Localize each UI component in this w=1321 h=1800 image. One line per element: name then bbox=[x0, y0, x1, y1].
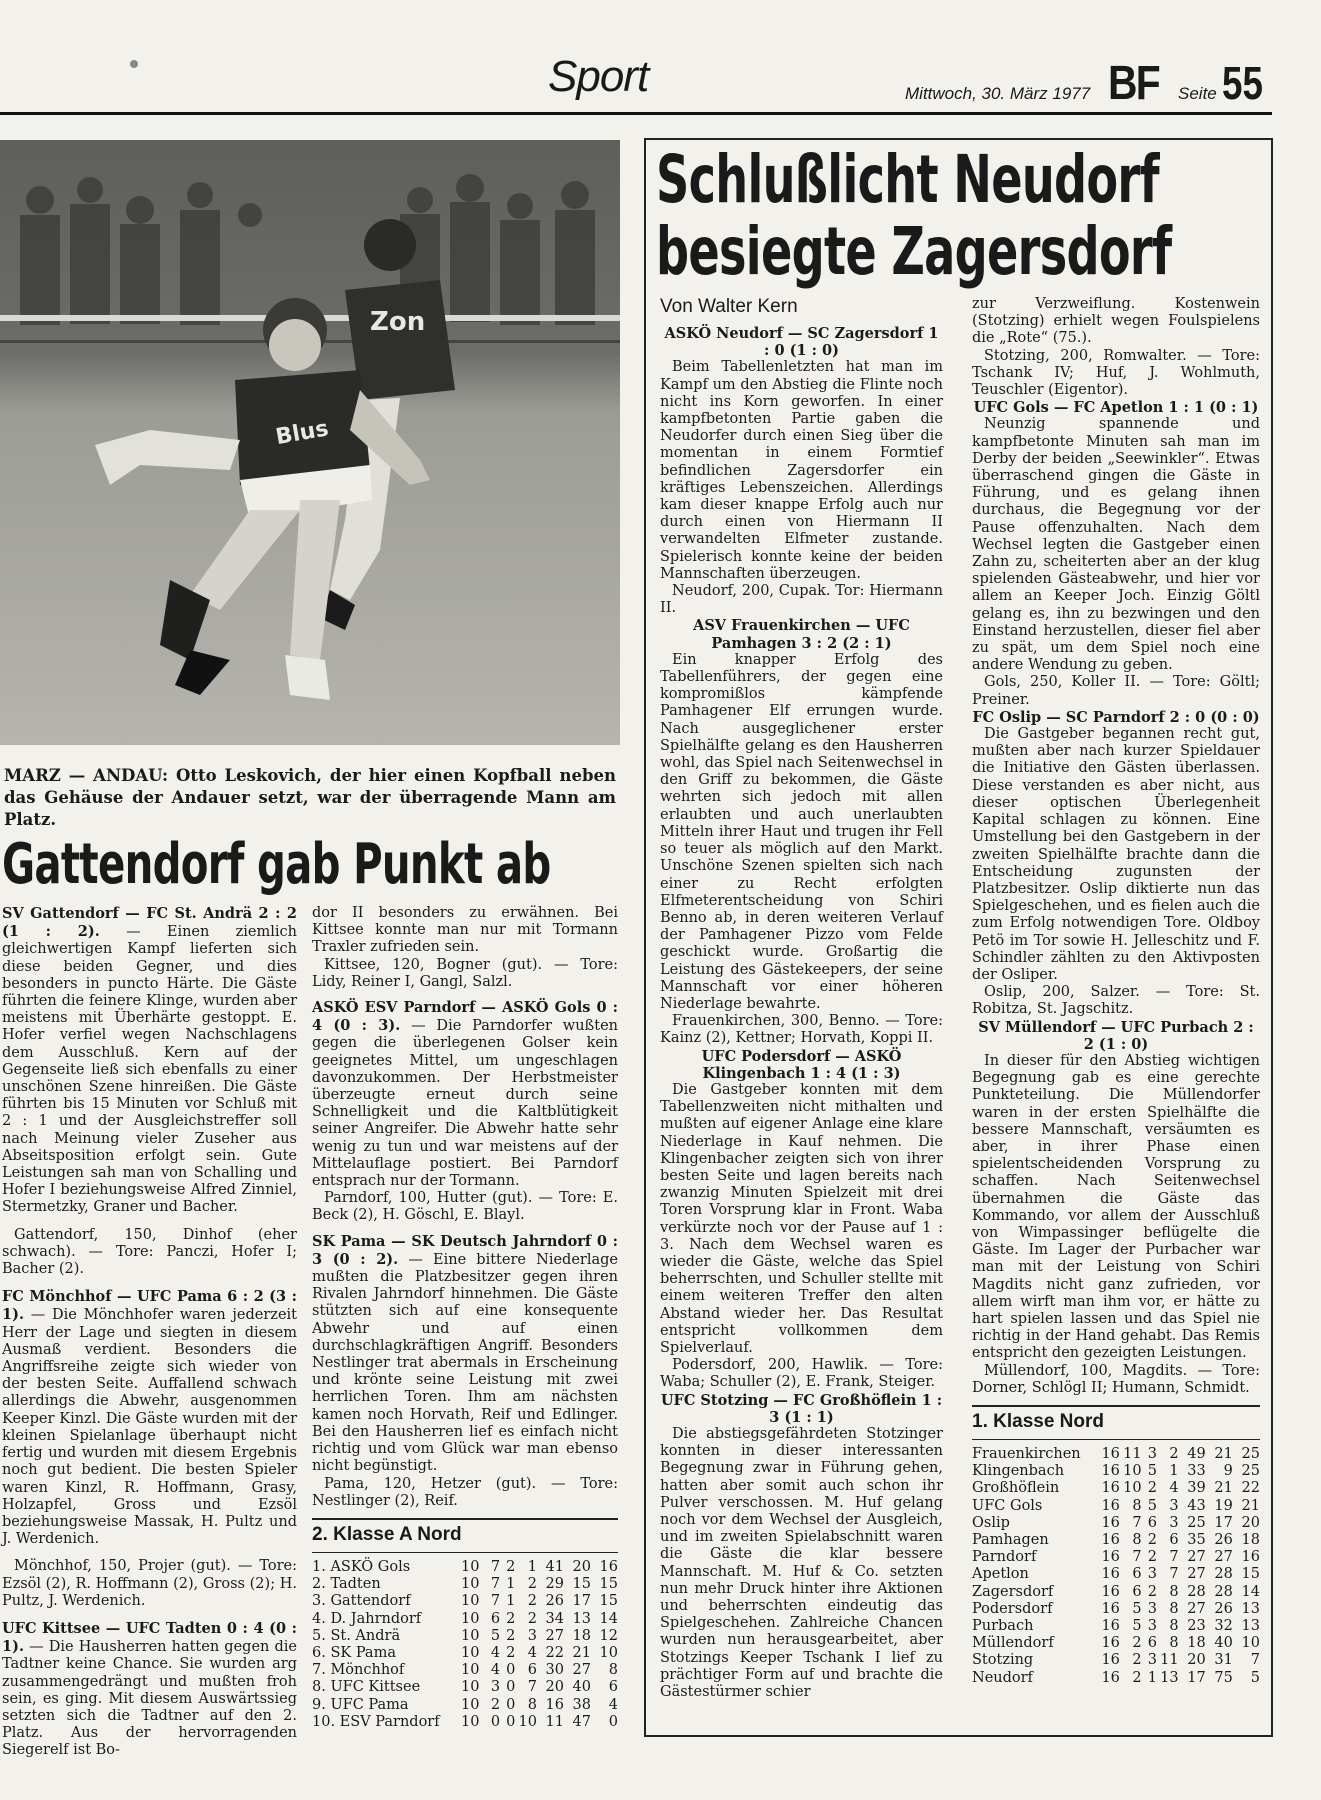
stat-cell: 17 bbox=[1214, 1514, 1233, 1531]
stat-cell: 0 bbox=[506, 1662, 516, 1679]
stat-cell: 27 bbox=[572, 1662, 591, 1679]
paragraph: Neunzig spannende und kampfbetonte Minuten sah man im Derby der beiden „Seewinkler“. Etwas überraschend gingen die Gäste in Führung, und es gelang ihnen durchaus, die Begegnung vor der Pause offenzuhalten. Nach dem Wechsel legten die Gastgeber einen Zahn zu, scheiterten aber an der klug spielenden Gästeabwehr, und hier vor allem an Keeper Joch. Einzig Göltl gelang es, ihn zu bezwingen und den Einstand herzustellen, dieser fiel aber zu spät, um dem Spiel noch eine andere Wendung zu geben. bbox=[972, 416, 1260, 674]
stat-cell: 10 bbox=[461, 1593, 480, 1610]
team-name-cell: 10. ESV Parndorf bbox=[312, 1713, 440, 1730]
stat-cell: 16 bbox=[1101, 1446, 1120, 1462]
standings-table-a-nord bbox=[312, 1559, 618, 1731]
stat-cell: 2 bbox=[490, 1696, 501, 1713]
stat-cell: 31 bbox=[1214, 1652, 1233, 1669]
stat-cell: 30 bbox=[545, 1662, 564, 1679]
stat-cell: 6 bbox=[527, 1662, 537, 1679]
stat-cell: 2 bbox=[506, 1627, 516, 1644]
stat-cell: 16 bbox=[1101, 1566, 1120, 1583]
stat-cell: 16 bbox=[1101, 1600, 1120, 1617]
stat-cell: 20 bbox=[1187, 1652, 1206, 1669]
stat-cell: 8 bbox=[1169, 1600, 1179, 1617]
match-heading: ASKÖ Neudorf — SC Zagersdorf 1 : 0 (1 : 0) bbox=[664, 325, 939, 360]
stat-cell: 6 bbox=[1132, 1583, 1142, 1600]
right-article-column-1 bbox=[660, 325, 943, 1701]
left-article-column-1 bbox=[2, 905, 297, 1760]
stat-cell: 17 bbox=[572, 1593, 591, 1610]
team-name-cell: Podersdorf bbox=[972, 1600, 1053, 1617]
team-name-cell: Oslip bbox=[972, 1514, 1010, 1531]
stat-cell: 15 bbox=[599, 1576, 618, 1593]
table-row bbox=[312, 1576, 618, 1593]
table-row bbox=[972, 1532, 1260, 1549]
paragraph: Die abstiegsgefährdeten Stotzinger konnten in dieser interessanten Begegnung zwar in Führung gehen, hatten aber somit auch schon ihr Pulver verschossen. M. Huf gelang noch vor dem Wechsel der Ausgleich, und im zweiten Spielabschnitt waren die Gäste die klar bessere Mannschaft. M. Huf & Co. setzten nun mehr Druck hinter ihre Aktionen und beherrschten eindeutig das Spielgeschehen. Zahlreiche Chancen wurden nun herausgearbeitet, aber Stotzings Keeper Tschank I lief zu prächtiger Form auf und brachte die Gästestürmer schier bbox=[660, 1426, 943, 1701]
team-name-cell: Stotzing bbox=[972, 1652, 1034, 1669]
match-heading: UFC Gols — FC Apetlon 1 : 1 (0 : 1) bbox=[973, 399, 1259, 417]
stat-cell: 10 bbox=[599, 1644, 618, 1661]
stat-cell: 7 bbox=[490, 1576, 501, 1593]
stat-cell: 16 bbox=[599, 1558, 618, 1575]
issue-date: Mittwoch, 30. März 1977 bbox=[905, 84, 1091, 103]
page-label: Seite bbox=[1178, 84, 1217, 103]
stat-cell: 27 bbox=[1187, 1600, 1206, 1617]
stat-cell: 38 bbox=[572, 1696, 591, 1713]
paragraph: Gattendorf, 150, Dinhof (eher schwach). — Tore: Panczi, Hofer I; Bacher (2). bbox=[2, 1226, 297, 1278]
stat-cell: 20 bbox=[572, 1558, 591, 1575]
stat-cell: 19 bbox=[1214, 1497, 1233, 1514]
team-name-cell: 1. ASKÖ Gols bbox=[312, 1558, 411, 1575]
stat-cell: 3 bbox=[1147, 1618, 1157, 1635]
stat-cell: 7 bbox=[1132, 1514, 1142, 1531]
stat-cell: 27 bbox=[1214, 1549, 1233, 1566]
stat-cell: 5 bbox=[1132, 1600, 1142, 1617]
stat-cell: 5 bbox=[1147, 1497, 1157, 1514]
stat-cell: 4 bbox=[527, 1644, 537, 1661]
paragraph: Die Gastgeber begannen recht gut, mußten aber nach kurzer Spieldauer die Initiative den Gästen überlassen. Diese verstanden es aber nicht, aus dieser optischen Überlegenheit Kapital schlagen zu können. Eine Umstellung bei den Gastgebern in der zweiten Spielhälfte brachte dann die Entscheidung zugunsten der Platzbesitzer. Oslip diktierte nun das Spielgeschehen, und es fielen auch die zum Erfolg notwendigen Tore. Oldboy Petö im Tor sowie H. Jelleschitz und F. Schindler zählten zu den Aktivposten der Osliper. bbox=[972, 726, 1260, 983]
stat-cell: 75 bbox=[1214, 1669, 1233, 1686]
right-article-column-2 bbox=[972, 296, 1260, 1687]
stat-cell: 3 bbox=[1147, 1600, 1157, 1617]
paragraph: Pama, 120, Hetzer (gut). — Tore: Nestlinger (2), Reif. bbox=[312, 1475, 618, 1509]
stat-cell: 16 bbox=[1101, 1514, 1120, 1531]
table-row bbox=[312, 1559, 618, 1576]
stat-cell: 5 bbox=[1132, 1618, 1142, 1635]
stat-cell: 4 bbox=[490, 1662, 501, 1679]
match-heading: UFC Stotzing — FC Großhöflein 1 : 3 (1 : 1) bbox=[660, 1391, 943, 1426]
team-name-cell: 9. UFC Pama bbox=[312, 1696, 409, 1713]
stat-cell: 10 bbox=[1241, 1635, 1260, 1652]
stat-cell: 23 bbox=[1187, 1618, 1206, 1635]
paragraph: Stotzing, 200, Romwalter. — Tore: Tschank IV; Huf, J. Wohlmuth, Teuschler (Eigentor). bbox=[972, 347, 1260, 399]
paragraph: ASKÖ ESV Parndorf — ASKÖ Gols 0 : 4 (0 : 3). — Die Parndorfer wußten gegen die überlegenen Golser kein geeignetes Mittel, um ungeschlagen davonzukommen. Der Herbstmeister überzeugte erneut durch seine Schnelligkeit und die Kaltblütigkeit seiner Angreifer. Die Abwehr hatte sehr wenig zu tun und war meistens auf der Mittelauflage postiert. Bei Parndorf entsprach nur der Tormann. bbox=[312, 999, 618, 1190]
stat-cell: 13 bbox=[1241, 1618, 1260, 1635]
stat-cell: 16 bbox=[1101, 1669, 1120, 1686]
stat-cell: 4 bbox=[1169, 1480, 1179, 1497]
team-name-cell: Neudorf bbox=[972, 1669, 1033, 1686]
table-row bbox=[972, 1618, 1260, 1635]
table-row bbox=[972, 1480, 1260, 1497]
team-name-cell: Großhöflein bbox=[972, 1480, 1060, 1497]
stat-cell: 25 bbox=[1241, 1463, 1260, 1480]
paragraph: dor II besonders zu erwähnen. Bei Kittsee konnte man nur mit Tormann Traxler zufrieden sein. bbox=[312, 905, 618, 956]
stat-cell: 8 bbox=[608, 1662, 618, 1679]
table-row bbox=[312, 1697, 618, 1714]
table-row bbox=[312, 1679, 618, 1696]
stat-cell: 43 bbox=[1187, 1497, 1206, 1514]
stat-cell: 16 bbox=[1101, 1463, 1120, 1480]
table-rule bbox=[972, 1405, 1260, 1407]
stat-cell: 7 bbox=[1169, 1549, 1179, 1566]
stat-cell: 16 bbox=[1101, 1532, 1120, 1549]
stat-cell: 40 bbox=[1214, 1635, 1233, 1652]
stat-cell: 41 bbox=[545, 1558, 564, 1575]
stat-cell: 13 bbox=[1241, 1600, 1260, 1617]
stat-cell: 6 bbox=[490, 1610, 501, 1627]
left-article-column-2 bbox=[312, 905, 618, 1731]
stat-cell: 26 bbox=[1214, 1532, 1233, 1549]
stat-cell: 26 bbox=[1214, 1600, 1233, 1617]
stat-cell: 2 bbox=[1147, 1549, 1157, 1566]
stat-cell: 3 bbox=[527, 1627, 537, 1644]
stat-cell: 11 bbox=[1160, 1652, 1179, 1669]
stat-cell: 2 bbox=[506, 1558, 516, 1575]
paragraph: Kittsee, 120, Bogner (gut). — Tore: Lidy, Reiner I, Gangl, Salzl. bbox=[312, 956, 618, 990]
stat-cell: 8 bbox=[1169, 1635, 1179, 1652]
paragraph: Müllendorf, 100, Magdits. — Tore: Dorner, Schlögl II; Humann, Schmidt. bbox=[972, 1362, 1260, 1396]
stat-cell: 21 bbox=[1241, 1497, 1260, 1514]
stat-cell: 10 bbox=[461, 1696, 480, 1713]
stat-cell: 0 bbox=[506, 1696, 516, 1713]
stat-cell: 6 bbox=[1147, 1514, 1157, 1531]
paragraph: Gols, 250, Koller II. — Tore: Göltl; Preiner. bbox=[972, 674, 1260, 708]
stat-cell: 39 bbox=[1187, 1480, 1206, 1497]
stat-cell: 18 bbox=[1187, 1635, 1206, 1652]
stat-cell: 35 bbox=[1187, 1532, 1206, 1549]
stat-cell: 13 bbox=[572, 1610, 591, 1627]
stat-cell: 7 bbox=[490, 1593, 501, 1610]
stat-cell: 17 bbox=[1187, 1669, 1206, 1686]
paragraph: Die Gastgeber konnten mit dem Tabellenzweiten nicht mithalten und mußten auf eigener Anlage eine klare Niederlage in Kauf nehmen. Die Klingenbacher zeigten sich von ihrer besten Seite und lagen bereits nach zwanzig Minuten Spielzeit mit drei Toren Vorsprung klar in Front. Waba verkürzte noch vor der Pause auf 1 : 3. Nach dem Wechsel waren es wieder die Gäste, welche das Spiel beherrschten, und Schuller stellte mit einem weiteren Treffer den alten Abstand wieder her. Das Resultat entspricht vollkommen dem Spielverlauf. bbox=[660, 1081, 943, 1356]
stat-cell: 16 bbox=[1101, 1549, 1120, 1566]
table-title: 2. Klasse A Nord bbox=[312, 1523, 462, 1545]
stat-cell: 25 bbox=[1187, 1514, 1206, 1531]
stat-cell: 16 bbox=[1101, 1583, 1120, 1600]
table-row bbox=[972, 1549, 1260, 1566]
table-row bbox=[972, 1515, 1260, 1532]
stat-cell: 7 bbox=[490, 1558, 501, 1575]
stat-cell: 0 bbox=[490, 1713, 501, 1730]
stat-cell: 6 bbox=[1132, 1566, 1142, 1583]
stat-cell: 21 bbox=[1214, 1446, 1233, 1462]
stat-cell: 5 bbox=[490, 1627, 501, 1644]
newspaper-logo: BF bbox=[1108, 57, 1159, 110]
football-player-image bbox=[0, 140, 620, 745]
stat-cell: 12 bbox=[599, 1627, 618, 1644]
stat-cell: 2 bbox=[1147, 1583, 1157, 1600]
stat-cell: 3 bbox=[1169, 1497, 1179, 1514]
table-row bbox=[972, 1601, 1260, 1618]
table-row bbox=[972, 1584, 1260, 1601]
stat-cell: 11 bbox=[1123, 1446, 1142, 1462]
stat-cell: 32 bbox=[1214, 1618, 1233, 1635]
stat-cell: 15 bbox=[572, 1576, 591, 1593]
stat-cell: 7 bbox=[1169, 1566, 1179, 1583]
team-name-cell: 3. Gattendorf bbox=[312, 1593, 411, 1610]
stat-cell: 13 bbox=[1160, 1669, 1179, 1686]
stat-cell: 1 bbox=[506, 1576, 516, 1593]
stat-cell: 0 bbox=[506, 1713, 516, 1730]
stat-cell: 3 bbox=[1147, 1566, 1157, 1583]
stat-cell: 10 bbox=[1123, 1463, 1142, 1480]
paragraph: Oslip, 200, Salzer. — Tore: St. Robitza, St. Jagschitz. bbox=[972, 984, 1260, 1018]
stat-cell: 10 bbox=[461, 1644, 480, 1661]
team-name-cell: 2. Tadten bbox=[312, 1576, 381, 1593]
stat-cell: 28 bbox=[1214, 1583, 1233, 1600]
stat-cell: 27 bbox=[1187, 1566, 1206, 1583]
stat-cell: 15 bbox=[1241, 1566, 1260, 1583]
paragraph: FC Mönchhof — UFC Pama 6 : 2 (3 : 1). — Die Mönchhofer waren jederzeit Herr der Lage und siegten in diesem Ausmaß verdient. Besonders die Angriffsreihe zeigte sich wieder von der besten Seite. Auffallend schwach allerdings die Abwehr, ausgenommen Keeper Kinzl. Die Gäste wurden mit der kleinen Spielanlage überhaupt nicht fertig und wurden mit diesem Ergebnis noch gut bedient. Die besten Spieler waren Kinzl, R. Hoffmann, Grasy, Holzapfel, Gross und Ezsöl beziehungsweise Massak, H. Pultz und J. Werdenich. bbox=[2, 1288, 297, 1548]
stat-cell: 18 bbox=[1241, 1532, 1260, 1549]
page-mark bbox=[130, 60, 138, 68]
table-row bbox=[972, 1446, 1260, 1463]
right-headline-line-1: Schlußlicht Neudorf bbox=[656, 141, 1159, 218]
stat-cell: 14 bbox=[599, 1610, 618, 1627]
jersey-text: Zon bbox=[370, 307, 426, 337]
table-row bbox=[312, 1645, 618, 1662]
paragraph: zur Verzweiflung. Kostenwein (Stotzing) erhielt wegen Foulspielens die „Rote“ (75.). bbox=[972, 296, 1260, 347]
stat-cell: 28 bbox=[1187, 1583, 1206, 1600]
stat-cell: 27 bbox=[545, 1627, 564, 1644]
stat-cell: 2 bbox=[1169, 1446, 1179, 1462]
stat-cell: 16 bbox=[545, 1696, 564, 1713]
team-name-cell: Frauenkirchen bbox=[972, 1446, 1081, 1462]
stat-cell: 8 bbox=[1169, 1583, 1179, 1600]
match-heading: SV Müllendorf — UFC Purbach 2 : 2 (1 : 0) bbox=[978, 1018, 1254, 1053]
section-title: Sport bbox=[548, 52, 649, 101]
paragraph: Frauenkirchen, 300, Benno. — Tore: Kainz (2), Kettner; Horvath, Koppi II. bbox=[660, 1013, 943, 1047]
stat-cell: 9 bbox=[1223, 1463, 1233, 1480]
stat-cell: 3 bbox=[490, 1679, 501, 1696]
right-headline-line-2: besiegte Zagersdorf bbox=[656, 213, 1172, 290]
table-rule bbox=[312, 1518, 618, 1520]
match-heading: FC Oslip — SC Parndorf 2 : 0 (0 : 0) bbox=[972, 708, 1260, 726]
table-row bbox=[972, 1498, 1260, 1515]
table-row bbox=[312, 1628, 618, 1645]
stat-cell: 0 bbox=[506, 1679, 516, 1696]
stat-cell: 2 bbox=[506, 1644, 516, 1661]
stat-cell: 10 bbox=[461, 1610, 480, 1627]
team-name-cell: Müllendorf bbox=[972, 1635, 1054, 1652]
stat-cell: 26 bbox=[545, 1593, 564, 1610]
stat-cell: 16 bbox=[1101, 1480, 1120, 1497]
paragraph: In dieser für den Abstieg wichtigen Begegnung gab es eine gerechte Punkteteilung. Die Müllendorfer waren in der ersten Spielhälfte die bessere Mannschaft, versäumten es aber, in ihrer Phase einen spielentscheidenden Vorsprung zu schaffen. Nach Seitenwechsel übernahmen die Gäste das Kommando, vor allem der Ausschluß von Wimpassinger beflügelte die Gäste. Im Lager der Purbacher war man mit der Leistung von Schiri Magdits nicht ganz zufrieden, vor allem wirft man ihm vor, er hätte zu hart spielen lassen und das Spiel nie richtig in der Hand gehabt. Das Remis entspricht den gezeigten Leistungen. bbox=[972, 1052, 1260, 1362]
stat-cell: 16 bbox=[1101, 1652, 1120, 1669]
stat-cell: 14 bbox=[1241, 1583, 1260, 1600]
paragraph: Neudorf, 200, Cupak. Tor: Hiermann II. bbox=[660, 583, 943, 617]
stat-cell: 15 bbox=[599, 1593, 618, 1610]
stat-cell: 16 bbox=[1241, 1549, 1260, 1566]
table-row bbox=[972, 1463, 1260, 1480]
stat-cell: 6 bbox=[1147, 1635, 1157, 1652]
stat-cell: 10 bbox=[461, 1679, 480, 1696]
stat-cell: 2 bbox=[527, 1576, 537, 1593]
stat-cell: 8 bbox=[1132, 1497, 1142, 1514]
match-heading: UFC Podersdorf — ASKÖ Klingenbach 1 : 4 (1 : 3) bbox=[701, 1047, 902, 1082]
stat-cell: 10 bbox=[461, 1662, 480, 1679]
stat-cell: 10 bbox=[461, 1627, 480, 1644]
stat-cell: 2 bbox=[527, 1593, 537, 1610]
stat-cell: 1 bbox=[1147, 1669, 1157, 1686]
stat-cell: 2 bbox=[1132, 1635, 1142, 1652]
stat-cell: 2 bbox=[527, 1610, 537, 1627]
stat-cell: 20 bbox=[545, 1679, 564, 1696]
team-name-cell: 4. D. Jahrndorf bbox=[312, 1610, 422, 1627]
table-row bbox=[312, 1611, 618, 1628]
stat-cell: 22 bbox=[1241, 1480, 1260, 1497]
stat-cell: 2 bbox=[1132, 1669, 1142, 1686]
stat-cell: 2 bbox=[1147, 1480, 1157, 1497]
team-name-cell: Zagersdorf bbox=[972, 1583, 1054, 1600]
stat-cell: 7 bbox=[1132, 1549, 1142, 1566]
paragraph: Ein knapper Erfolg des Tabellenführers, der gegen eine kompromißlos kämpfende Pamhagener Elf errungen wurde. Nach ausgeglichener erster Spielhälfte gelang es den Hausherren wohl, das Spiel nach Seitenwechsel in den Griff zu bekommen, die Gäste wehrten sich jedoch mit allen erlaubten und auch unerlaubten Mitteln ihrer Haut und trugen ihr Fell so teuer als möglich auf den Markt. Unschöne Szenen spielten sich nach einer zu Recht erfolgten Elfmeterentscheidung von Schiri Benno ab, in deren weiteren Verlauf der Pamhagener Pizzo vom Felde geschickt wurde. Großartig die Leistung des Gästekeepers, der seine Mannschaft vor einer höheren Niederlage bewahrte. bbox=[660, 651, 943, 1012]
stat-cell: 5 bbox=[1147, 1463, 1157, 1480]
stat-cell: 40 bbox=[572, 1679, 591, 1696]
stat-cell: 2 bbox=[506, 1610, 516, 1627]
stat-cell: 10 bbox=[518, 1713, 537, 1730]
stat-cell: 3 bbox=[1169, 1514, 1179, 1531]
stat-cell: 16 bbox=[1101, 1618, 1120, 1635]
team-name-cell: 6. SK Pama bbox=[312, 1644, 396, 1661]
stat-cell: 3 bbox=[1147, 1652, 1157, 1669]
table-row bbox=[312, 1662, 618, 1679]
stat-cell: 16 bbox=[1101, 1635, 1120, 1652]
stat-cell: 10 bbox=[461, 1576, 480, 1593]
stat-cell: 27 bbox=[1187, 1549, 1206, 1566]
team-name-cell: 5. St. Andrä bbox=[312, 1627, 401, 1644]
stat-cell: 21 bbox=[1214, 1480, 1233, 1497]
paragraph: Beim Tabellenletzten hat man im Kampf um den Abstieg die Flinte noch nicht ins Korn geworfen. In einer kampfbetonten Partie gaben die Neudorfer durch einen Sieg über die momentan in einem Formtief befindlichen Zagersdorfer ein kräftiges Lebenszeichen. Allerdings kam dieser knappe Erfolg auch nur durch einen von Hiermann II verwandelten Elfmeter zustande. Spielerisch konnte keine der beiden Mannschaften überzeugen. bbox=[660, 359, 943, 582]
stat-cell: 11 bbox=[545, 1713, 564, 1730]
stat-cell: 4 bbox=[490, 1644, 501, 1661]
stat-cell: 47 bbox=[572, 1713, 591, 1730]
stat-cell: 3 bbox=[1147, 1446, 1157, 1462]
stat-cell: 0 bbox=[608, 1713, 618, 1730]
paragraph: Podersdorf, 200, Hawlik. — Tore: Waba; Schuller (2), E. Frank, Steiger. bbox=[660, 1357, 943, 1391]
stat-cell: 16 bbox=[1101, 1497, 1120, 1514]
stat-cell: 6 bbox=[1169, 1532, 1179, 1549]
team-name-cell: UFC Gols bbox=[972, 1497, 1043, 1514]
standings-table-1-klasse-nord bbox=[972, 1446, 1260, 1687]
stat-cell: 28 bbox=[1214, 1566, 1233, 1583]
stat-cell: 6 bbox=[608, 1679, 618, 1696]
stat-cell: 2 bbox=[1147, 1532, 1157, 1549]
stat-cell: 7 bbox=[1250, 1652, 1260, 1669]
team-name-cell: 7. Mönchhof bbox=[312, 1662, 405, 1679]
paragraph: Parndorf, 100, Hutter (gut). — Tore: E. Beck (2), H. Göschl, E. Blayl. bbox=[312, 1190, 618, 1224]
header-rule bbox=[0, 112, 1272, 115]
stat-cell: 2 bbox=[1132, 1652, 1142, 1669]
team-name-cell: Apetlon bbox=[972, 1566, 1029, 1583]
stat-cell: 5 bbox=[1250, 1669, 1260, 1686]
table-row bbox=[972, 1652, 1260, 1669]
stat-cell: 8 bbox=[527, 1696, 537, 1713]
page-number: 55 bbox=[1222, 57, 1263, 109]
paragraph: UFC Kittsee — UFC Tadten 0 : 4 (0 : 1). — Die Hausherren hatten gegen die Tadtner keine Chance. Sie wurden arg zusammengedrängt und mußten froh sein, es ging. Mit diesem Auswärtssieg setzten sich die Tadtner auf den 2. Platz. Aus der hervorragenden Siegerelf ist Bo- bbox=[2, 1619, 297, 1759]
stat-cell: 34 bbox=[545, 1610, 564, 1627]
team-name-cell: Parndorf bbox=[972, 1549, 1037, 1566]
stat-cell: 20 bbox=[1241, 1514, 1260, 1531]
stat-cell: 29 bbox=[545, 1576, 564, 1593]
team-name-cell: Purbach bbox=[972, 1618, 1034, 1635]
stat-cell: 10 bbox=[1123, 1480, 1142, 1497]
table-rule bbox=[312, 1552, 618, 1553]
table-row bbox=[972, 1566, 1260, 1583]
paragraph: SV Gattendorf — FC St. Andrä 2 : 2 (1 : 2). — Einen ziemlich gleichwertigen Kampf lieferten sich diese beiden Gegner, und dies besonders in puncto Härte. Die Gäste führten die feinere Klinge, wurden aber meistens mit Überhärte gestoppt. E. Hofer verfiel wegen Nachschlagens dem Ausschluß. Kern auf der Gegenseite ließ sich ebenfalls zu einer unschönen Szene hinreißen. Die Gäste führten bis 15 Minuten vor Schluß mit 2 : 1 und der Ausgleichstreffer soll nach Meinung vieler Zuseher aus Abseitsposition erfolgt sein. Gute Leistungen sah man von Schalling und Hofer I beziehungsweise Alfred Zinniel, Stermetzky, Graner und Bacher. bbox=[2, 905, 297, 1216]
stat-cell: 33 bbox=[1187, 1463, 1206, 1480]
byline: Von Walter Kern bbox=[660, 296, 798, 317]
team-name-cell: 8. UFC Kittsee bbox=[312, 1679, 421, 1696]
stat-cell: 18 bbox=[572, 1627, 591, 1644]
paragraph: Mönchhof, 150, Projer (gut). — Tore: Ezsöl (2), R. Hoffmann (2), Gross (2); H. Pultz, J. Werdenich. bbox=[2, 1558, 297, 1609]
stat-cell: 10 bbox=[461, 1713, 480, 1730]
stat-cell: 22 bbox=[545, 1644, 564, 1661]
table-row bbox=[972, 1635, 1260, 1652]
stat-cell: 10 bbox=[461, 1558, 480, 1575]
table-row bbox=[312, 1714, 618, 1731]
table-row bbox=[972, 1670, 1260, 1687]
stat-cell: 8 bbox=[1132, 1532, 1142, 1549]
team-name-cell: Pamhagen bbox=[972, 1532, 1049, 1549]
stat-cell: 1 bbox=[527, 1558, 537, 1575]
stat-cell: 25 bbox=[1241, 1446, 1260, 1462]
photo-caption: MARZ — ANDAU: Otto Leskovich, der hier einen Kopfball neben das Gehäuse der Andauer setzt, war der überragende Mann am Platz. bbox=[4, 766, 616, 829]
match-heading: ASV Frauenkirchen — UFC Pamhagen 3 : 2 (2 : 1) bbox=[693, 617, 910, 652]
stat-cell: 49 bbox=[1187, 1446, 1206, 1462]
stat-cell: 4 bbox=[608, 1696, 618, 1713]
stat-cell: 7 bbox=[527, 1679, 537, 1696]
table-title: 1. Klasse Nord bbox=[972, 1411, 1104, 1432]
stat-cell: 8 bbox=[1169, 1618, 1179, 1635]
stat-cell: 1 bbox=[506, 1593, 516, 1610]
table-rule bbox=[972, 1439, 1260, 1440]
paragraph: SK Pama — SK Deutsch Jahrndorf 0 : 3 (0 : 2). — Eine bittere Niederlage mußten die Platzbesitzer gegen ihren Rivalen Jahrndorf hinnehmen. Die Gäste stützten sich auf eine konsequente Abwehr und auf einen durchschlagkräftigen Angriff. Besonders Nestlinger trat abermals in Erscheinung und krönte seine Leistung mit zwei herrlichen Toren. Ihm am nächsten kamen noch Horvath, Reif und Edlinger. Bei den Hausherren lief es einfach nicht richtig und vom Glück war man ebenso nicht begünstigt. bbox=[312, 1232, 618, 1475]
team-name-cell: Klingenbach bbox=[972, 1463, 1065, 1480]
match-photo bbox=[0, 140, 620, 745]
stat-cell: 21 bbox=[572, 1644, 591, 1661]
left-headline: Gattendorf gab Punkt ab bbox=[2, 832, 551, 897]
table-row bbox=[312, 1593, 618, 1610]
svg-text:Blus: Blus bbox=[273, 416, 331, 451]
stat-cell: 1 bbox=[1169, 1463, 1179, 1480]
